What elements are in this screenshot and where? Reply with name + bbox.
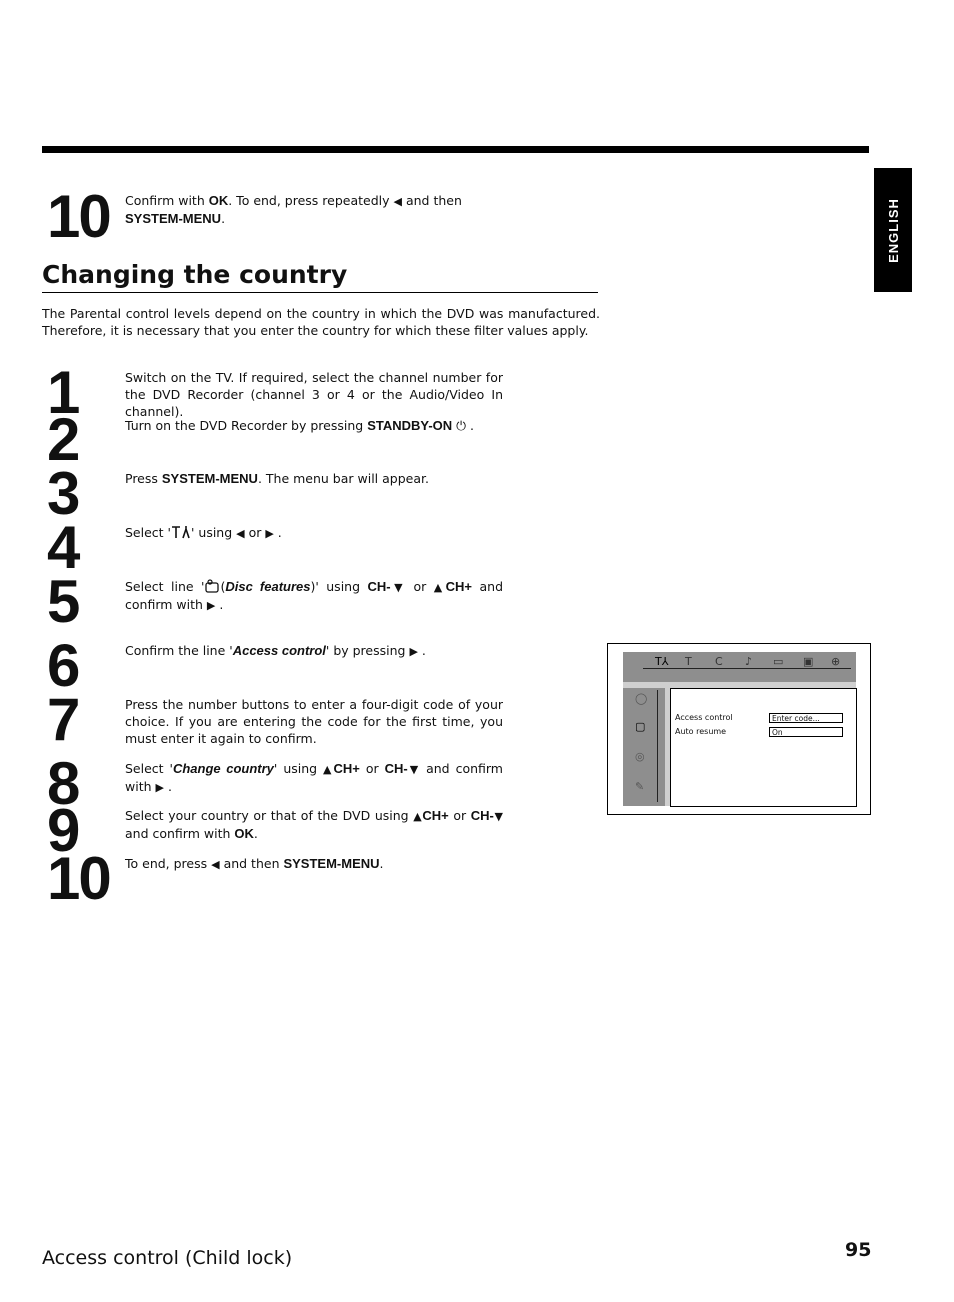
step-text: Switch on the TV. If required, select the channel number for the DVD Recorder (channel 3 or 4 or the Audio/Video In channel).	[125, 370, 503, 419]
step-number: 7	[47, 686, 79, 753]
section-title: Changing the country	[42, 258, 598, 293]
left-arrow-icon: ◀	[236, 527, 245, 540]
screen-icon: ▭	[773, 655, 784, 668]
section-intro: The Parental control levels depend on the country in which the DVD was manufactured. Therefore, it is necessary that you enter the country for which these filter values apply.	[42, 306, 600, 338]
top-rule	[42, 146, 869, 153]
setting-value: On	[769, 727, 843, 737]
footer-title: Access control (Child lock)	[42, 1247, 293, 1269]
step-text: Select ' ' using ◀ or ▶ .	[125, 525, 282, 540]
power-icon: ⏻	[456, 418, 467, 433]
language-tab: ENGLISH	[874, 168, 912, 292]
step-number: 2	[47, 406, 79, 473]
page-number: 95	[845, 1239, 872, 1261]
audio-icon: ♪	[745, 655, 753, 668]
step-number: 6	[47, 632, 79, 699]
step-text: Confirm with OK. To end, press repeatedly ◀ and then SYSTEM-MENU.	[125, 193, 462, 226]
time-icon: T	[685, 655, 692, 668]
menu-side-column	[623, 688, 665, 806]
step-text: Press the number buttons to enter a four-digit code of your choice. If you are entering the code for the first time, you must enter it again to confirm.	[125, 697, 503, 746]
step-text: Confirm the line 'Access control' by pressing ▶ .	[125, 643, 426, 658]
setting-label: Auto resume	[675, 727, 727, 736]
step-number: 10	[47, 183, 110, 250]
left-arrow-icon: ◀	[393, 195, 402, 208]
edit-icon: ✎	[635, 780, 645, 793]
step-text: Select line ' (Disc features)' using CH-▼ or ▲CH+ and confirm with ▶ .	[125, 579, 503, 612]
step-text: Select your country or that of the DVD using ▲CH+ or CH-▼ and confirm with OK.	[125, 808, 503, 841]
step-number: 9	[47, 797, 79, 864]
disc-icon: ◯	[635, 692, 648, 705]
step-number: 5	[47, 568, 79, 635]
down-arrow-icon: ▼	[493, 810, 503, 823]
left-arrow-icon: ◀	[211, 858, 220, 871]
step-text: Press SYSTEM-MENU. The menu bar will appear.	[125, 471, 429, 486]
step-number: 1	[47, 359, 79, 426]
menu-screen-illustration	[607, 643, 871, 815]
setting-value: Enter code...	[769, 713, 843, 723]
zoom-icon: ⊕	[831, 655, 841, 668]
disc-features-icon	[204, 579, 220, 593]
right-arrow-icon: ▶	[409, 645, 418, 658]
step-number: 4	[47, 514, 79, 581]
step-text: Turn on the DVD Recorder by pressing STANDBY-ON ⏻ .	[125, 418, 475, 433]
tools-icon	[171, 525, 191, 539]
down-arrow-icon: ▼	[407, 763, 421, 776]
right-arrow-icon: ▶	[265, 527, 274, 540]
tools-icon: T⅄	[655, 655, 669, 668]
up-arrow-icon: ▲	[323, 763, 334, 776]
step-number: 3	[47, 460, 79, 527]
setting-label: Access control	[675, 713, 733, 722]
right-arrow-icon: ▶	[155, 781, 164, 794]
step-text: Select 'Change country' using ▲CH+ or CH-▼ and confirm with ▶ .	[125, 761, 503, 794]
step-number: 10	[47, 845, 110, 912]
up-arrow-icon: ▲	[413, 810, 423, 823]
menu-bar	[623, 652, 856, 682]
disc-features-icon: ▢	[635, 720, 646, 733]
down-arrow-icon: ▼	[390, 581, 407, 594]
settings-panel	[670, 688, 857, 807]
right-arrow-icon: ▶	[206, 599, 216, 612]
camera-icon: ▣	[803, 655, 814, 668]
up-arrow-icon: ▲	[433, 581, 446, 594]
step-text: To end, press ◀ and then SYSTEM-MENU.	[125, 856, 384, 871]
clock-icon: C	[715, 655, 723, 668]
step-number: 8	[47, 750, 79, 817]
record-icon: ◎	[635, 750, 645, 763]
